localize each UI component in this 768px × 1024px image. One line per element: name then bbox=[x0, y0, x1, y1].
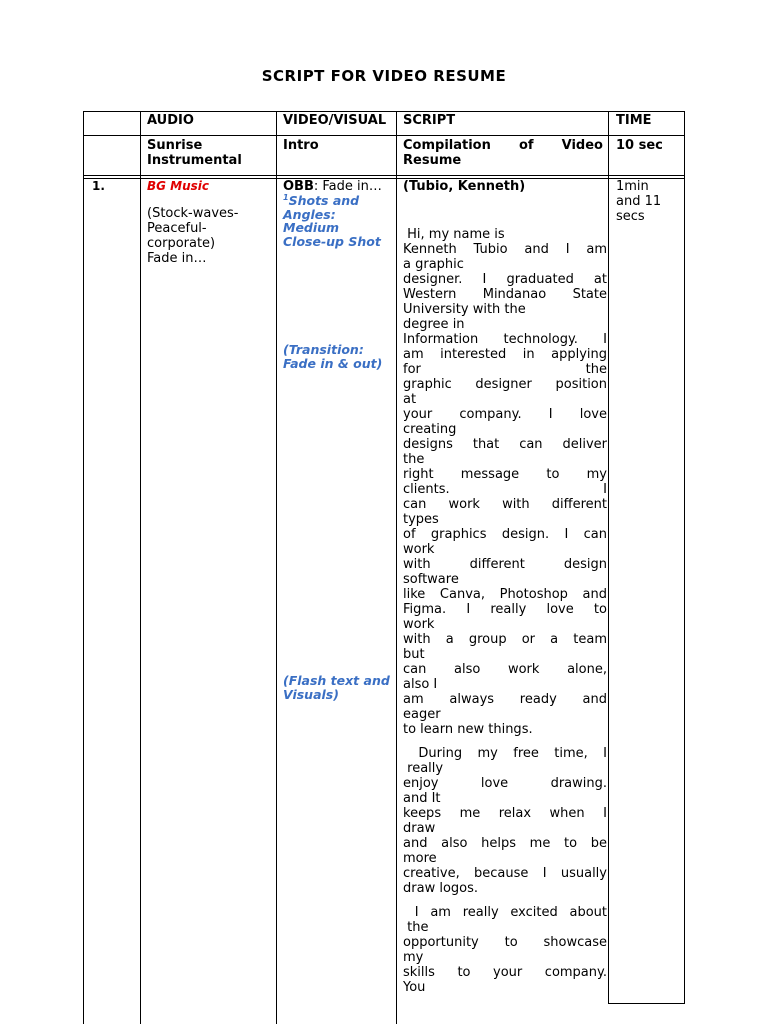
script-line: types bbox=[403, 512, 439, 527]
script-line: can work with different bbox=[403, 497, 607, 512]
script-line: the bbox=[403, 452, 425, 467]
script-line: right message to my bbox=[403, 467, 607, 482]
script-line: work bbox=[403, 617, 435, 632]
script-line: Information technology. I bbox=[403, 332, 607, 347]
row1-number: 1. bbox=[92, 179, 105, 193]
script-line: Kenneth Tubio and I am bbox=[403, 242, 607, 257]
script-line: and also helps me to be bbox=[403, 836, 607, 851]
script-line: graphic designer position bbox=[403, 377, 607, 392]
script-line: the bbox=[403, 920, 429, 935]
row1-video: OBB: Fade in… $^1$Shots and Angles: Medium Close-up Shot bbox=[283, 179, 382, 249]
script-line: software bbox=[403, 572, 459, 587]
script-line: a graphic bbox=[403, 257, 464, 272]
script-line: opportunity to showcase bbox=[403, 935, 607, 950]
script-line: with a group or a team bbox=[403, 632, 607, 647]
document-title: SCRIPT FOR VIDEO RESUME bbox=[261, 67, 507, 85]
script-line: keeps me relax when I bbox=[403, 806, 607, 821]
script-line: You bbox=[403, 980, 426, 995]
script-line: skills to your company. bbox=[403, 965, 607, 980]
script-line: to learn new things. bbox=[403, 722, 533, 737]
script-line: like Canva, Photoshop and bbox=[403, 587, 607, 602]
script-line: creative, because I usually bbox=[403, 866, 607, 881]
script-line: for the bbox=[403, 362, 607, 377]
script-line: I am really excited about bbox=[403, 905, 607, 920]
script-line: enjoy love drawing. bbox=[403, 776, 607, 791]
script-paragraph-1 bbox=[403, 227, 607, 737]
script-line: of graphics design. I can bbox=[403, 527, 607, 542]
script-line: work bbox=[403, 542, 435, 557]
header-video: VIDEO/VISUAL bbox=[283, 113, 387, 128]
script-paragraph-3 bbox=[403, 905, 607, 995]
script-line: more bbox=[403, 851, 437, 866]
script-line: University with the bbox=[403, 302, 526, 317]
script-line: with different design bbox=[403, 557, 607, 572]
row1-time: 1min and 11 secs bbox=[616, 179, 662, 224]
script-line: designer. I graduated at bbox=[403, 272, 607, 287]
script-line: but bbox=[403, 647, 425, 662]
script-line: Hi, my name is bbox=[403, 227, 505, 242]
row1-audio: BG Music (Stock-waves- Peaceful- corporate) Fade in… bbox=[147, 179, 273, 266]
script-line: Western Mindanao State bbox=[403, 287, 607, 302]
script-line: am interested in applying bbox=[403, 347, 607, 362]
row0-audio: Sunrise Instrumental bbox=[147, 138, 242, 168]
script-line: designs that can deliver bbox=[403, 437, 607, 452]
header-audio: AUDIO bbox=[147, 113, 194, 128]
row1-script bbox=[403, 179, 607, 995]
row0-script: Compilation of Video Resume bbox=[403, 138, 603, 168]
script-line: am always ready and bbox=[403, 692, 607, 707]
script-line: my bbox=[403, 950, 424, 965]
script-line: and It bbox=[403, 791, 441, 806]
script-line: can also work alone, bbox=[403, 662, 607, 677]
row1-transition: (Transition: Fade in & out) bbox=[283, 342, 383, 371]
script-line: at bbox=[403, 392, 417, 407]
script-line: also I bbox=[403, 677, 438, 692]
script-line: degree in bbox=[403, 317, 465, 332]
script-line: draw bbox=[403, 821, 436, 836]
header-time: TIME bbox=[616, 113, 652, 128]
script-line: Figma. I really love to bbox=[403, 602, 607, 617]
script-line: really bbox=[403, 761, 444, 776]
script-line: eager bbox=[403, 707, 441, 722]
row0-time: 10 sec bbox=[616, 138, 663, 153]
script-paragraph-2 bbox=[403, 746, 607, 896]
script-line: clients. I bbox=[403, 482, 607, 497]
speaker-name: (Tubio, Kenneth) bbox=[403, 179, 526, 194]
script-line: draw logos. bbox=[403, 881, 479, 896]
row0-video: Intro bbox=[283, 138, 319, 153]
script-line: During my free time, I bbox=[403, 746, 607, 761]
bg-music-label: BG Music bbox=[147, 179, 210, 193]
row1-flash: (Flash text and Visuals) bbox=[283, 673, 390, 702]
header-script: SCRIPT bbox=[403, 113, 456, 128]
script-line: creating bbox=[403, 422, 457, 437]
script-line: your company. I love bbox=[403, 407, 607, 422]
